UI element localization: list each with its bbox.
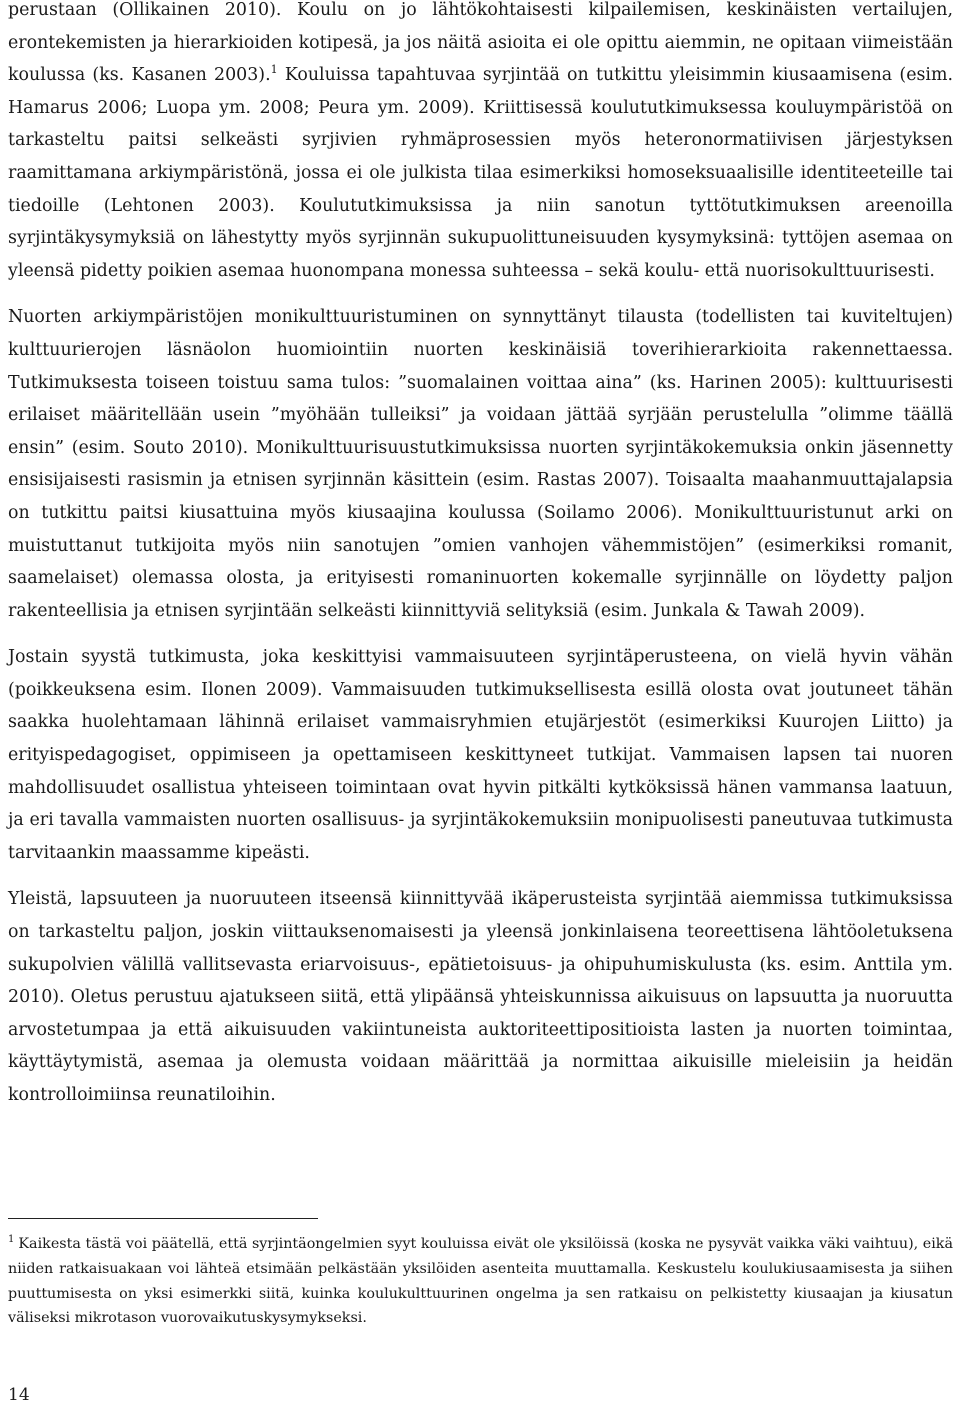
paragraph-disability: Jostain syystä tutkimusta, joka keskittyisi vammaisuuteen syrjintäperusteena, on vielä hyvin vähän (poikkeuksena esim. Ilonen 2009). Vammaisuuden tutkimuksellisesta esillä olosta ovat joutuneet tähän saakka huolehtamaan lähinnä erilaiset vammaisryhmien etujärjestöt (esimerkiksi Kuurojen Liitto) ja erityispedagogiset, oppimiseen ja opettamiseen keskittyneet tutkijat. Vammaisen lapsen tai nuoren mahdollisuudet osallistua yhteiseen toimintaan ovat hyvin pitkälti kytköksissä hänen vammansa laatuun, ja eri tavalla vammaisten nuorten osallisuus- ja syrjintäkokemuksiin monipuolisesti paneutuvaa tutkimusta tarvitaankin maassamme kipeästi.: [8, 647, 953, 863]
footnote-mark: 1: [8, 1234, 15, 1246]
footnote-reference[interactable]: 1: [270, 63, 278, 77]
footnote: [8, 1232, 953, 1331]
paragraph-age-discrimination: Yleistä, lapsuuteen ja nuoruuteen itseensä kiinnittyvää ikäperusteista syrjintää aiemmissa tutkimuksissa on tarkasteltu paljon, joskin viittauksenomaisesti ja yleensä jonkinlaisena teoreettisena lähtöoletuksena sukupolvien välillä vallitsevasta eriarvoisuus-, epätietoisuus- ja ohipuhumiskulusta (ks. esim. Anttila ym. 2010). Oletus perustuu ajatukseen siitä, että ylipäänsä yhteiskunnissa aikuisuus on lapsuutta ja nuoruutta arvostetumpaa ja että aikuisuuden vakiintuneista auktoriteettipositioista lasten ja nuorten toimintaa, käyttäytymistä, asemaa ja olemusta voidaan määrittää ja normittaa aikuisille mieleisiin ja heidän kontrolloimiinsa reunatiloihin.: [8, 889, 953, 1105]
paragraph-1-text-before: perustaan (Ollikainen 2010). Koulu on jo lähtökohtaisesti kilpailemisen, keskinäisten vertailujen, erontekemisten ja hierarkioiden kotipesä, ja jos näitä asioita ei ole opittu aiemmin, ne opitaan viimeistään koulussa (ks. Kasanen 2003).: [8, 0, 953, 86]
paragraph-multiculturalism: Nuorten arkiympäristöjen monikulttuuristuminen on synnyttänyt tilausta (todellisten tai kuviteltujen) kulttuurierojen läsnäolon huomiointiin nuorten keskinäisiä toverihierarkioita rakennettaessa. Tutkimuksesta toiseen toistuu sama tulos: ”suomalainen voittaa aina” (ks. Harinen 2005): kulttuurisesti erilaiset määritellään usein ”myöhään tulleiksi” ja voidaan jättää syrjään perustelulla ”olimme täällä ensin” (esim. Souto 2010). Monikulttuurisuustutkimuksissa nuorten syrjintäkokemuksia onkin jäsennetty ensisijaisesti rasismin ja etnisen syrjinnän käsittein (esim. Rastas 2007). Toisaalta maahanmuuttajalapsia on tutkittu paitsi kiusattuina myös kiusaajina koulussa (Soilamo 2006). Monikulttuuristunut arki on muistuttanut tutkijoita myös niin sanotujen ”omien vanhojen vähemmistöjen” (esimerkiksi romanit, saamelaiset) olemassa olosta, ja erityisesti romaninuorten kokemalle syrjinnälle on löydetty paljon rakenteellisia ja etnisen syrjintään selkeästi kiinnittyviä selityksiä (esim. Junkala & Tawah 2009).: [8, 307, 953, 621]
paragraph-1-text-after: Kouluissa tapahtuvaa syrjintää on tutkittu yleisimmin kiusaamisena (esim. Hamarus 2006; Luopa ym. 2008; Peura ym. 2009). Kriittisessä koulututkimuksessa kouluympäristöä on tarkasteltu paitsi selkeästi syrjivien ryhmäprosessien myös heteronormatiivisen järjestyksen raamittamana arkiympäristönä, jossa ei ole julkista tilaa esimerkiksi homoseksuaalisille identiteeteille tai tiedoille (Lehtonen 2003). Koulututkimuksissa ja niin sanotun tyttötutkimuksen areenoilla syrjintäkysymyksiä on lähestytty myös syrjinnän sukupuolittuneisuuden kysymyksinä: tyttöjen asemaa on yleensä pidetty poikien asemaa huonompana monessa suhteessa – sekä koulu- että nuorisokulttuurisesti.: [8, 65, 953, 281]
document-page: [8, 0, 953, 1112]
paragraph-school-discrimination: [8, 0, 953, 287]
footnote-text: Kaikesta tästä voi päätellä, että syrjintäongelmien syyt kouluissa eivät ole yksilöissä (koska ne pysyvät vaikka väki vaihtuu), eikä niiden ratkaisuakaan voi lähteä etsimään pelkästään yksilöiden asenteita muuttamalla. Keskustelu koulukiusaamisesta ja siihen puuttumisesta on yksi esimerkki siitä, kuinka koulukulttuurinen ongelma ja sen ratkaisu on pelkistetty kiusaajan ja kiusatun väliseksi mikrotason vuorovaikutuskysymykseksi.: [8, 1236, 953, 1327]
page-number: 14: [8, 1385, 30, 1405]
footnote-separator: [8, 1218, 318, 1219]
